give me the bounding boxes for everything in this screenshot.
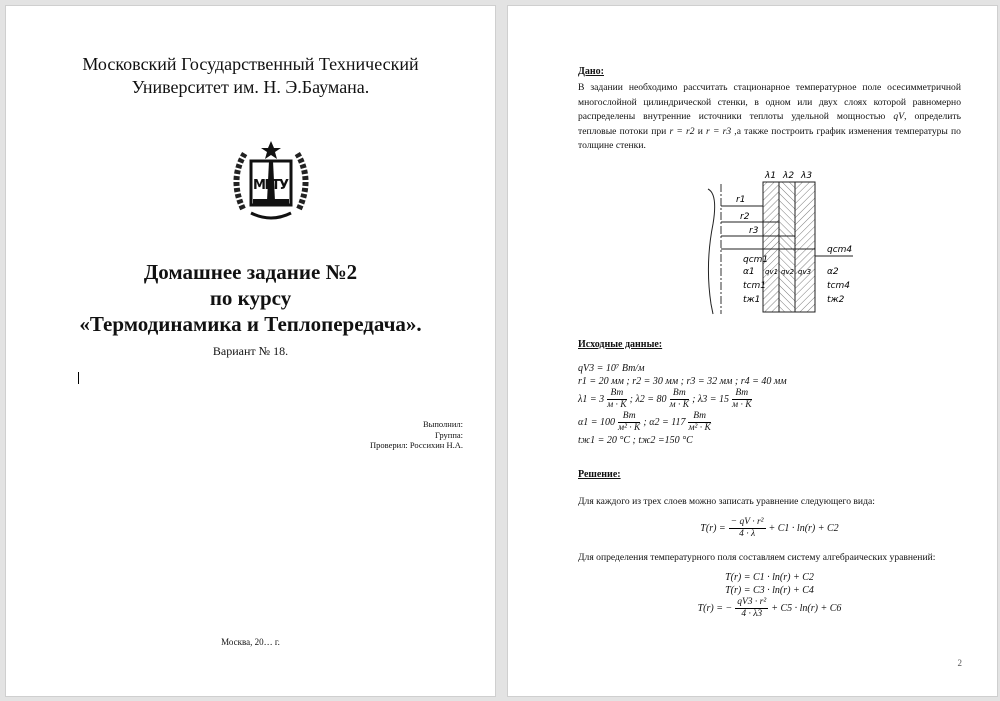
text-cursor	[78, 372, 79, 384]
heading-line-3: «Термодинамика и Теплопередача».	[79, 312, 422, 336]
solution-section	[578, 467, 961, 620]
signature-block	[370, 419, 463, 451]
qv3-label: qv3	[798, 268, 812, 276]
eq-num: − qV · r²	[730, 517, 764, 527]
t-zh2-label: tж2	[827, 295, 845, 305]
r2-symbol: r = r2	[669, 125, 695, 137]
eq-lhs: T(r) =	[700, 522, 726, 534]
given-text-1: В задании необходимо рассчитать стационарное температурное поле осесимметричной многослойной цилиндрической стенки, в одном или двух слоях которой равномерно распределены внутренние источники теплоты удельной мощностью	[578, 82, 961, 122]
eq-den: 4 · λ	[739, 529, 756, 539]
university-name	[6, 53, 495, 99]
university-line-2: Университет им. Н. Э.Баумана.	[131, 77, 370, 97]
eq3-lhs: T(r) = −	[697, 602, 733, 614]
lambda-1: λ1 = 3	[578, 393, 605, 405]
qv1-label: qv1	[765, 268, 779, 276]
temperature-values: tж1 = 20 °C ; tж2 =150 °C	[578, 435, 693, 446]
unit-den: м² · K	[688, 423, 711, 433]
eq3-rhs: + C5 · ln(r) + C6	[771, 602, 842, 614]
given-text-3: ,а также построить график изменения температуры по толщине стенки.	[578, 125, 961, 151]
r2-label: r2	[740, 212, 750, 222]
main-equation	[578, 517, 961, 540]
page-1	[5, 5, 496, 697]
unit-num: Вт	[618, 411, 640, 423]
initial-data-section	[578, 337, 961, 447]
equation-3	[578, 597, 961, 620]
alpha-2: ; α2 = 117	[643, 416, 686, 428]
initial-data-title: Исходные данные:	[578, 339, 663, 350]
initial-data	[578, 362, 961, 447]
unit-den: м² · K	[618, 423, 641, 433]
t-zh1-label: tж1	[743, 295, 761, 305]
university-logo	[231, 139, 311, 224]
solution-text-1: Для каждого из трех слоев можно записать уравнение следующего вида:	[578, 496, 875, 507]
q-cm1-label: qcm1	[743, 255, 769, 265]
performed-by: Выполнил:	[422, 419, 463, 429]
unit-den: м · K	[732, 400, 752, 410]
given-title: Дано:	[578, 66, 604, 77]
qv-value: qV3 = 10⁷ Вт/м	[578, 363, 645, 374]
lambda-2-label: λ2	[783, 171, 795, 181]
q-cm4-label: qcm4	[827, 245, 853, 255]
qv2-label: qv2	[781, 268, 795, 276]
lambda-3: ; λ3 = 15	[692, 393, 729, 405]
unit-num: Вт	[732, 388, 752, 400]
t-cm4-label: tcm4	[827, 281, 850, 291]
unit-num: Вт	[670, 388, 690, 400]
unit-den: м · K	[669, 400, 690, 410]
equation-system	[578, 571, 961, 620]
assignment-heading	[6, 259, 495, 337]
checked-by: Проверил: Россихин Н.А.	[370, 440, 463, 450]
group: Группа:	[435, 429, 463, 440]
r3-symbol: r = r3	[706, 125, 732, 137]
alpha-1: α1 = 100	[578, 416, 615, 428]
lambda-2: ; λ2 = 80	[629, 393, 667, 405]
qv-symbol: qV	[893, 111, 905, 122]
lambda-1-label: λ1	[765, 171, 777, 181]
given-section	[578, 64, 961, 154]
eq3-num: qV3 · r²	[737, 597, 767, 607]
alpha-values	[578, 411, 961, 434]
radii-values: r1 = 20 мм ; r2 = 30 мм ; r3 = 32 мм ; r4 = 40 мм	[578, 376, 787, 387]
equation-2: T(r) = C3 · ln(r) + C4	[725, 585, 814, 596]
solution-text-2: Для определения температурного поля составляем систему алгебраических уравнений:	[578, 552, 936, 563]
r3-label: r3	[749, 226, 759, 236]
unit-num: Вт	[688, 411, 710, 423]
lambda-3-label: λ3	[801, 171, 813, 181]
given-text-2: , определить тепловые потоки при	[578, 111, 961, 137]
equation-1: T(r) = C1 · ln(r) + C2	[725, 572, 814, 583]
page-2	[507, 5, 998, 697]
eq-rhs: + C1 · ln(r) + C2	[768, 522, 839, 534]
wall-diagram	[693, 164, 868, 336]
heading-line-1: Домашнее задание №2	[143, 260, 358, 284]
r1-label: r1	[736, 195, 746, 205]
alpha-2-label: α2	[827, 267, 839, 277]
city-year: Москва, 20… г.	[221, 637, 280, 647]
alpha-1-label: α1	[743, 267, 755, 277]
lambda-values	[578, 388, 961, 411]
given-and: и	[694, 125, 707, 137]
given-text	[578, 81, 961, 154]
eq3-den: 4 · λ3	[741, 609, 763, 619]
heading-line-2: по курсу	[209, 286, 292, 310]
solution-title: Решение:	[578, 469, 621, 480]
variant: Вариант № 18.	[212, 344, 289, 358]
svg-text:МГТУ: МГТУ	[253, 178, 289, 193]
t-cm1-label: tcm1	[743, 281, 766, 291]
page-number: 2	[957, 658, 962, 668]
university-line-1: Московский Государственный Технический	[82, 54, 419, 74]
unit-den: м · K	[607, 400, 627, 410]
unit-num: Вт	[607, 388, 627, 400]
